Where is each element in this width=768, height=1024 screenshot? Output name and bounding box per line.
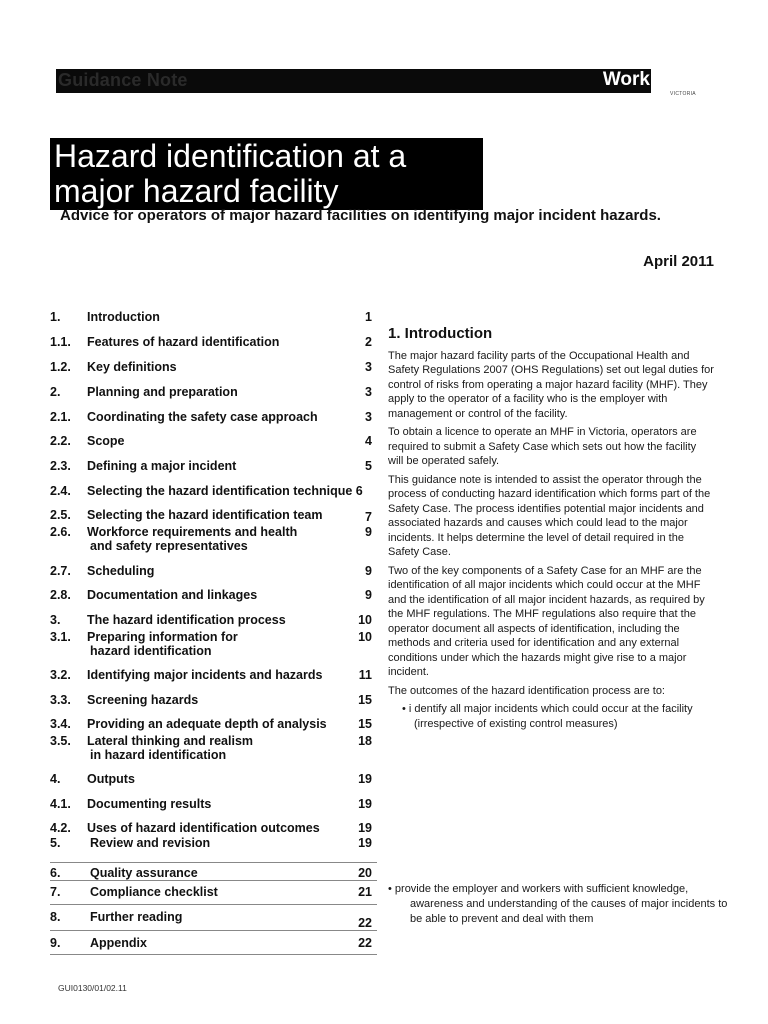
toc-title-line: Identifying major incidents and hazards <box>87 668 323 682</box>
toc-page: 19 <box>358 836 372 850</box>
toc-title <box>87 360 177 374</box>
toc-title-line: Documentation and linkages <box>87 588 258 602</box>
toc-entry[interactable] <box>50 613 376 629</box>
toc-entry[interactable] <box>50 459 376 475</box>
toc-title <box>90 836 210 850</box>
toc-number: 2.6. <box>50 525 71 539</box>
toc-number: 4. <box>50 772 61 786</box>
toc-title <box>87 693 198 707</box>
toc-title <box>90 885 218 899</box>
toc-title-line: Key definitions <box>87 360 177 374</box>
toc-entry[interactable] <box>50 588 376 604</box>
paragraph: The major hazard facility parts of the Occupational Health and Safety Regulations 2007 (OHS Regulations) set out legal duties for control of risks from operating a major hazard facility (MHF). They apply to the operator of a facility who is the employer with management or control of the facility. <box>388 349 714 420</box>
toc-title <box>87 821 320 835</box>
toc-number: 2.3. <box>50 459 71 473</box>
toc-page: 22 <box>358 916 372 930</box>
toc-page: 19 <box>358 821 372 835</box>
toc-number: 3.5. <box>50 734 71 748</box>
section-heading: 1. Introduction <box>388 325 493 342</box>
toc-page: 3 <box>365 385 372 399</box>
brand-sub: VICTORIA <box>670 91 696 97</box>
toc-title-line: Preparing information for <box>87 630 238 644</box>
document-title <box>50 138 483 210</box>
toc-number: 1. <box>50 310 61 324</box>
toc-page: 22 <box>358 936 372 950</box>
publication-date: April 2011 <box>643 253 714 270</box>
toc-number: 2. <box>50 385 61 399</box>
toc-title-line: Scope <box>87 434 125 448</box>
toc-title-line: Uses of hazard identification outcomes <box>87 821 320 835</box>
toc-number: 3.4. <box>50 717 71 731</box>
toc-entry[interactable] <box>50 630 376 658</box>
toc-title-line: Defining a major incident <box>87 459 237 473</box>
toc-entry[interactable] <box>50 885 376 901</box>
toc-title <box>87 668 322 682</box>
toc-number: 2.4. <box>50 484 71 498</box>
toc-divider <box>50 904 377 905</box>
toc-divider <box>50 862 377 863</box>
document-code: GUI0130/01/02.11 <box>58 983 127 993</box>
toc-title <box>87 385 238 399</box>
bullet-item: • i dentify all major incidents which could occur at the facility (irrespective of existing control measures) <box>402 703 693 730</box>
brand-logo: Work <box>602 69 650 90</box>
toc-title-line: Providing an adequate depth of analysis <box>87 717 327 731</box>
toc-page: 10 <box>358 613 372 627</box>
toc-title-line: Coordinating the safety case approach <box>87 410 318 424</box>
toc-title-line: Workforce requirements and health <box>87 525 298 539</box>
toc-title <box>87 508 322 522</box>
toc-title <box>90 866 198 880</box>
toc-page: 19 <box>358 772 372 786</box>
toc-entry[interactable] <box>50 335 376 351</box>
toc-divider <box>50 930 377 931</box>
toc-title <box>87 734 253 762</box>
bullet-item: • provide the employer and workers with sufficient knowledge, awareness and understanding of the causes of major incidents to be able to prevent and deal with them <box>388 883 728 925</box>
toc-title-line: Scheduling <box>87 564 155 578</box>
toc-entry[interactable] <box>50 310 376 326</box>
toc-title-line: Appendix <box>90 936 147 950</box>
toc-number: 9. <box>50 936 61 950</box>
toc-title <box>87 335 279 349</box>
toc-title <box>87 525 297 553</box>
toc-entry[interactable] <box>50 410 376 426</box>
toc-title-line: hazard identification <box>90 644 212 658</box>
toc-entry[interactable] <box>50 385 376 401</box>
toc-number: 3.2. <box>50 668 71 682</box>
toc-entry[interactable] <box>50 360 376 376</box>
toc-page: 9 <box>365 564 372 578</box>
toc-title <box>87 772 135 786</box>
toc-page: 18 <box>358 734 372 748</box>
toc-entry[interactable] <box>50 910 376 930</box>
paragraph: To obtain a licence to operate an MHF in Victoria, operators are required to submit a Safety Case which sets out how the facility will be operated safely. <box>388 426 697 467</box>
toc-number: 6. <box>50 866 61 880</box>
toc-title-line: in hazard identification <box>90 748 227 762</box>
toc-number: 1.2. <box>50 360 71 374</box>
toc-title <box>87 630 238 658</box>
toc-entry[interactable] <box>50 693 376 709</box>
toc-title <box>87 410 318 424</box>
toc-entry[interactable] <box>50 564 376 580</box>
toc-number: 4.2. <box>50 821 71 835</box>
toc-entry[interactable] <box>50 821 376 837</box>
toc-number: 3. <box>50 613 61 627</box>
toc-entry[interactable] <box>50 508 376 524</box>
toc-number: 3.1. <box>50 630 71 644</box>
toc-number: 2.8. <box>50 588 71 602</box>
toc-number: 7. <box>50 885 61 899</box>
toc-entry[interactable] <box>50 797 376 813</box>
guidance-note-label: Guidance Note <box>58 70 188 90</box>
toc-title-line: Lateral thinking and realism <box>87 734 254 748</box>
toc-page: 9 <box>365 588 372 602</box>
toc-divider <box>50 880 377 881</box>
toc-title-line: Selecting the hazard identification team <box>87 508 323 522</box>
toc-number: 3.3. <box>50 693 71 707</box>
toc-entry[interactable] <box>50 525 376 553</box>
toc-title-line: Planning and preparation <box>87 385 238 399</box>
toc-title <box>87 588 257 602</box>
toc-page: 19 <box>358 797 372 811</box>
toc-page: 21 <box>358 885 372 899</box>
toc-entry[interactable] <box>50 936 376 952</box>
toc-title-line: Compliance checklist <box>90 885 218 899</box>
toc-title-line: Documenting results <box>87 797 212 811</box>
toc-title-line: Review and revision <box>90 836 211 850</box>
toc-entry[interactable] <box>50 717 376 733</box>
toc-page: 1 <box>365 310 372 324</box>
toc-entry[interactable] <box>50 772 376 788</box>
toc-title <box>87 484 363 498</box>
paragraph: The outcomes of the hazard identification process are to: <box>388 684 665 697</box>
toc-divider <box>50 954 377 955</box>
toc-page: 15 <box>358 717 372 731</box>
title-line-1: Hazard identification at a <box>54 138 407 174</box>
toc-title-line: and safety representatives <box>90 539 248 553</box>
toc-page: 20 <box>358 866 372 880</box>
toc-number: 2.7. <box>50 564 71 578</box>
header-bar <box>56 69 651 93</box>
toc-number: 1.1. <box>50 335 71 349</box>
toc-title-line: Outputs <box>87 772 135 786</box>
toc-page: 11 <box>358 668 372 682</box>
toc-number: 2.5. <box>50 508 71 522</box>
document-subtitle: Advice for operators of major hazard facilities on identifying major incident hazards. <box>60 207 661 224</box>
toc-number: 8. <box>50 910 61 924</box>
introduction-section <box>388 327 714 735</box>
toc-page: 3 <box>365 410 372 424</box>
toc-page: 10 <box>358 630 372 644</box>
toc-title-line: Quality assurance <box>90 866 198 880</box>
toc-entry[interactable] <box>50 836 376 852</box>
toc-title-line: Introduction <box>87 310 160 324</box>
toc-title-line: The hazard identification process <box>87 613 286 627</box>
toc-title <box>87 613 286 627</box>
toc-title-line: Features of hazard identification <box>87 335 280 349</box>
toc-title <box>90 936 147 950</box>
toc-title <box>87 434 125 448</box>
paragraph: Two of the key components of a Safety Case for an MHF are the identification of all major incidents which could occur at the MHF and the identification of all major incident hazards, as required by the MHF regulations. The MHF regulations also require that the operator document all aspects of identification, including the methods and criteria used for identification and any external conditions under which the hazards might give rise to a major incident. <box>388 564 705 678</box>
title-line-2: major hazard facility <box>54 173 339 209</box>
toc-entry[interactable] <box>50 734 376 762</box>
toc-page: 15 <box>358 693 372 707</box>
toc-title <box>90 910 182 924</box>
toc-number: 4.1. <box>50 797 71 811</box>
toc-entry[interactable] <box>50 484 376 500</box>
toc-page: 9 <box>365 525 372 539</box>
toc-title <box>87 797 211 811</box>
toc-page: 5 <box>365 459 372 473</box>
toc-number: 2.2. <box>50 434 71 448</box>
toc-title <box>87 310 160 324</box>
toc-entry[interactable] <box>50 668 376 684</box>
toc-page: 7 <box>365 510 372 524</box>
toc-title-line: Selecting the hazard identification technique 6 <box>87 484 363 498</box>
toc-title <box>87 564 154 578</box>
toc-page: 2 <box>365 335 372 349</box>
toc-title-line: Further reading <box>90 910 183 924</box>
toc-page: 4 <box>365 434 372 448</box>
toc-page: 3 <box>365 360 372 374</box>
paragraph: This guidance note is intended to assist the operator through the process of conducting hazard identification which forms part of the Safety Case. The process identifies potential major incidents and associated hazards and causes which could lead to the major incidents. It helps determine the level of detail required in the Safety Case. <box>388 473 711 558</box>
toc-entry[interactable] <box>50 434 376 450</box>
toc-number: 5. <box>50 836 61 850</box>
toc-title <box>87 717 327 731</box>
toc-title-line: Screening hazards <box>87 693 199 707</box>
toc-number: 2.1. <box>50 410 71 424</box>
toc-title <box>87 459 236 473</box>
